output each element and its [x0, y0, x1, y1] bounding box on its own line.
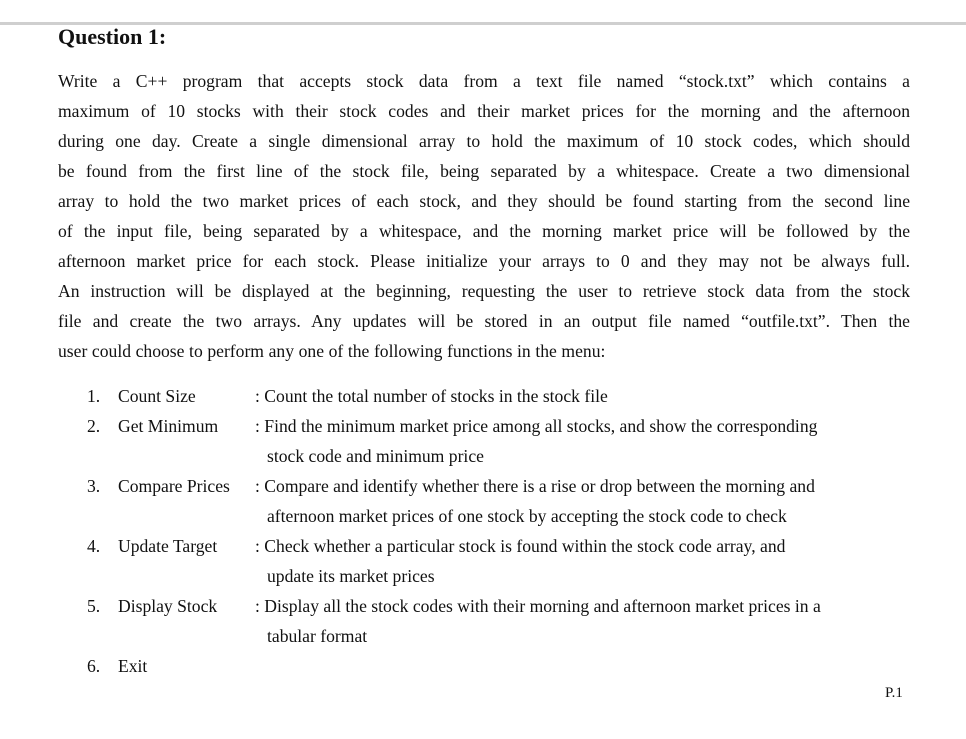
menu-item-desc-continuation: tabular format [267, 626, 368, 646]
menu-item-desc-continuation: afternoon market prices of one stock by accepting the stock code to check [267, 506, 787, 526]
paragraph-line: during one day. Create a single dimensional array to hold the maximum of 10 stock codes, which should [58, 131, 910, 151]
menu-item-label: Display Stock [118, 596, 218, 616]
paragraph-line: be found from the first line of the stock file, being separated by a whitespace. Create a two dimensional [58, 161, 910, 181]
menu-item-number: 1. [87, 386, 101, 406]
menu-item-number: 6. [87, 656, 101, 676]
paragraph-line: maximum of 10 stocks with their stock codes and their market prices for the morning and the afternoon [58, 101, 910, 121]
menu-item-label: Get Minimum [118, 416, 219, 436]
paragraph-line: of the input file, being separated by a whitespace, and the morning market price will be followed by the [58, 221, 910, 241]
menu-item-desc-line: : Find the minimum market price among all stocks, and show the corresponding [255, 416, 818, 436]
menu-list [87, 381, 917, 681]
menu-item-number: 3. [87, 476, 101, 496]
menu-item-compare-prices [87, 471, 917, 531]
menu-item-desc-line: : Compare and identify whether there is a rise or drop between the morning and [255, 476, 815, 496]
menu-item-desc-continuation: update its market prices [267, 566, 435, 586]
menu-item-desc-continuation: stock code and minimum price [267, 446, 484, 466]
menu-item-description [255, 381, 917, 411]
menu-item-description [255, 591, 917, 651]
paragraph-line: array to hold the two market prices of each stock, and they should be found starting from the second line [58, 191, 910, 211]
question-paragraph [58, 66, 910, 366]
menu-item-desc-line: : Check whether a particular stock is found within the stock code array, and [255, 536, 786, 556]
menu-item-description [255, 471, 917, 531]
menu-item-number: 4. [87, 536, 101, 556]
menu-item-description [255, 411, 917, 471]
paragraph-line: user could choose to perform any one of the following functions in the menu: [58, 341, 606, 361]
menu-item-desc-line: : Display all the stock codes with their morning and afternoon market prices in a [255, 596, 821, 616]
paragraph-line: Write a C++ program that accepts stock data from a text file named “stock.txt” which contains a [58, 71, 910, 91]
menu-item-count-size [87, 381, 917, 411]
paragraph-line: An instruction will be displayed at the beginning, requesting the user to retrieve stock data from the stock [58, 281, 910, 301]
page-number: P.1 [885, 685, 903, 701]
menu-item-description [255, 531, 917, 591]
menu-item-label: Compare Prices [118, 476, 230, 496]
menu-item-label: Update Target [118, 536, 218, 556]
menu-item-number: 5. [87, 596, 101, 616]
menu-item-display-stock [87, 591, 917, 651]
question-title: Question 1: [58, 24, 167, 49]
menu-item-update-target [87, 531, 917, 591]
menu-item-number: 2. [87, 416, 101, 436]
menu-item-label: Count Size [118, 386, 196, 406]
menu-item-exit [87, 651, 917, 681]
paragraph-line: afternoon market price for each stock. Please initialize your arrays to 0 and they may not be always full. [58, 251, 910, 271]
menu-item-desc-line: : Count the total number of stocks in the stock file [255, 386, 608, 406]
menu-item-label: Exit [118, 656, 148, 676]
paragraph-line: file and create the two arrays. Any updates will be stored in an output file named “outfile.txt”. Then the [58, 311, 910, 331]
menu-item-get-minimum [87, 411, 917, 471]
